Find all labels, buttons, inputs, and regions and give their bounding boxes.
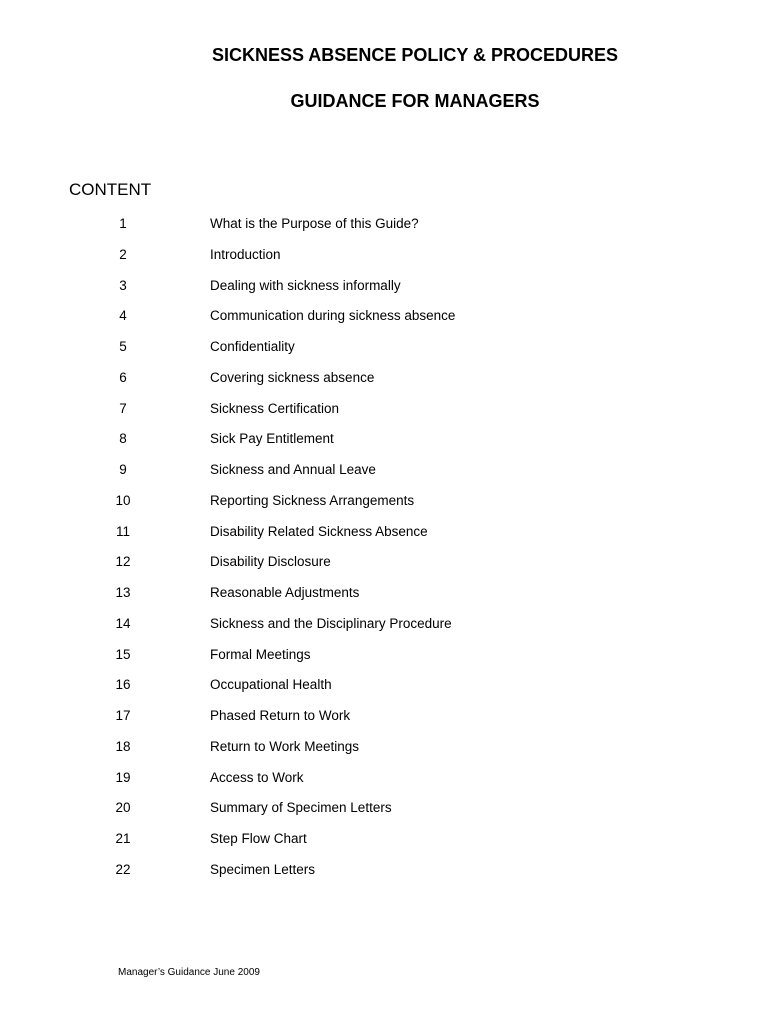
toc-item-18 [0,736,770,767]
toc-number: 20 [115,800,131,816]
toc-item-17 [0,705,770,736]
content-heading: CONTENT [69,180,152,199]
toc-number: 5 [119,339,127,354]
toc-number: 13 [115,585,131,600]
toc-item-5 [0,336,770,367]
toc-item-12 [0,551,770,582]
toc-title: Communication during sickness absence [210,308,456,324]
toc-item-16 [0,674,770,705]
toc-item-21 [0,828,770,859]
toc-number: 6 [119,369,127,385]
toc-item-22 [0,859,770,890]
table-of-contents [0,213,770,890]
toc-title: Confidentiality [210,339,295,354]
toc-number: 1 [119,216,127,231]
toc-title: Occupational Health [210,677,332,693]
toc-item-3 [0,275,770,306]
toc-title: Sickness Certification [210,400,340,416]
toc-title: Step Flow Chart [210,831,307,846]
toc-item-4 [0,305,770,336]
toc-item-13 [0,582,770,613]
toc-number: 21 [115,831,131,846]
toc-title: What is the Purpose of this Guide? [210,216,419,231]
toc-item-14 [0,613,770,644]
document-title: SICKNESS ABSENCE POLICY & PROCEDURES [211,45,619,65]
document-subtitle: GUIDANCE FOR MANAGERS [290,91,540,111]
toc-number: 16 [115,677,131,693]
toc-number: 3 [119,277,127,293]
toc-item-2 [0,244,770,275]
toc-number: 22 [115,861,131,877]
toc-title: Covering sickness absence [210,369,375,385]
toc-number: 17 [115,708,131,723]
toc-title: Sickness and the Disciplinary Procedure [210,615,452,631]
toc-number: 15 [115,646,131,662]
toc-number: 4 [119,308,127,324]
toc-number: 7 [119,400,127,416]
toc-item-6 [0,367,770,398]
toc-title: Disability Related Sickness Absence [210,523,428,539]
toc-number: 19 [115,769,131,785]
toc-number: 11 [115,523,130,539]
toc-title: Phased Return to Work [210,708,351,723]
page-footer: Manager’s Guidance June 2009 [118,967,260,978]
toc-item-19 [0,767,770,798]
toc-item-15 [0,644,770,675]
toc-item-8 [0,428,770,459]
toc-number: 9 [119,462,127,477]
toc-title: Sickness and Annual Leave [210,462,376,477]
toc-item-10 [0,490,770,521]
toc-item-11 [0,521,770,552]
toc-title: Introduction [210,246,281,262]
toc-title: Disability Disclosure [210,554,331,570]
toc-title: Formal Meetings [210,646,311,662]
toc-number: 10 [115,492,131,508]
toc-number: 14 [115,615,131,631]
toc-title: Dealing with sickness informally [210,277,401,293]
toc-item-9 [0,459,770,490]
toc-number: 8 [119,431,127,447]
toc-title: Access to Work [210,769,304,785]
toc-title: Reasonable Adjustments [210,585,360,600]
toc-number: 12 [115,554,131,570]
toc-title: Specimen Letters [210,861,316,877]
toc-number: 2 [119,246,127,262]
toc-number: 18 [115,738,131,754]
toc-title: Reporting Sickness Arrangements [210,492,415,508]
toc-item-7 [0,398,770,429]
toc-item-20 [0,797,770,828]
toc-title: Return to Work Meetings [210,738,360,754]
toc-item-1 [0,213,770,244]
toc-title: Sick Pay Entitlement [210,431,334,447]
toc-title: Summary of Specimen Letters [210,800,392,816]
